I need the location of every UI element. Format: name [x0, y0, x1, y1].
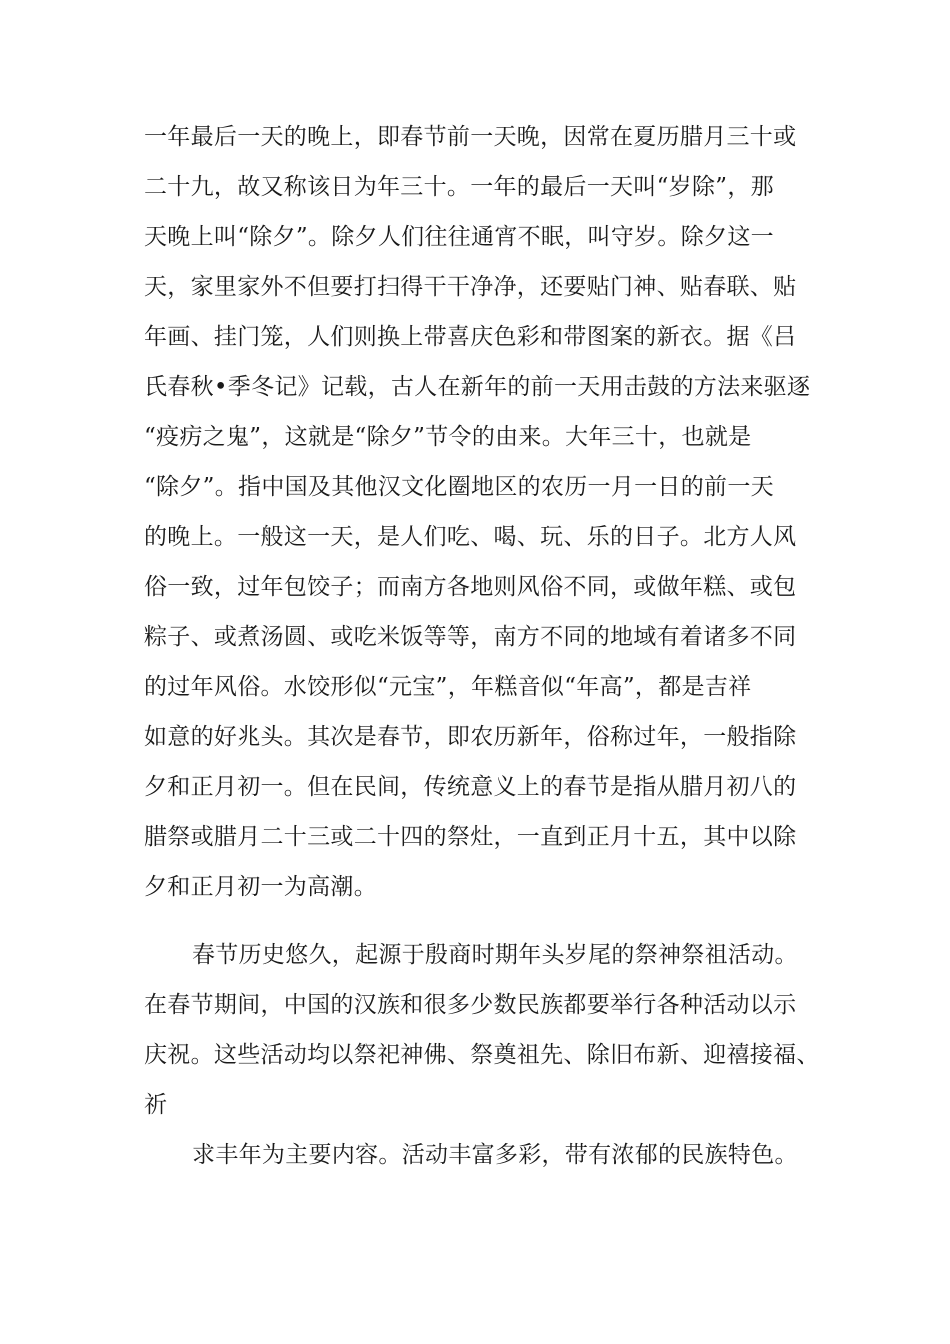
paragraph-1-line-3: 天晚上叫“除夕”。除夕人们往往通宵不眠，叫守岁。除夕这一 [144, 224, 774, 250]
paragraph-1-line-15: 腊祭或腊月二十三或二十四的祭灶，一直到正月十五，其中以除 [144, 824, 797, 850]
paragraph-1-line-14: 夕和正月初一。但在民间，传统意义上的春节是指从腊月初八的 [144, 774, 797, 800]
paragraph-2-line-2: 在春节期间，中国的汉族和很多少数民族都要举行各种活动以示 [144, 992, 797, 1018]
paragraph-1-line-10: 俗一致，过年包饺子；而南方各地则风俗不同，或做年糕、或包 [144, 574, 797, 600]
paragraph-1-line-2: 二十九，故又称该日为年三十。一年的最后一天叫“岁除”，那 [144, 174, 774, 200]
paragraph-1-line-1: 一年最后一天的晚上，即春节前一天晚，因常在夏历腊月三十或 [144, 124, 797, 150]
paragraph-2-line-1: 春节历史悠久，起源于殷商时期年头岁尾的祭神祭祖活动。 [192, 942, 798, 968]
paragraph-1-line-13: 如意的好兆头。其次是春节，即农历新年，俗称过年，一般指除 [144, 724, 797, 750]
paragraph-2-line-4: 祈 [144, 1092, 168, 1118]
paragraph-2-line-3: 庆祝。这些活动均以祭祀神佛、祭奠祖先、除旧布新、迎禧接福、 [144, 1042, 820, 1068]
paragraph-1-line-5: 年画、挂门笼，人们则换上带喜庆色彩和带图案的新衣。据《吕 [144, 324, 797, 350]
paragraph-1-line-16: 夕和正月初一为高潮。 [144, 874, 377, 900]
paragraph-1-line-8: “除夕”。指中国及其他汉文化圈地区的农历一月一日的前一天 [144, 474, 774, 500]
paragraph-1-line-6: 氏春秋•季冬记》记载，古人在新年的前一天用击鼓的方法来驱逐 [144, 374, 811, 400]
paragraph-1-line-4: 天，家里家外不但要打扫得干干净净，还要贴门神、贴春联、贴 [144, 274, 797, 300]
paragraph-1-line-7: “疫疠之鬼”，这就是“除夕”节令的由来。大年三十，也就是 [144, 424, 752, 450]
paragraph-1-line-12: 的过年风俗。水饺形似“元宝”，年糕音似“年高”，都是吉祥 [144, 674, 752, 700]
paragraph-3-line-1: 求丰年为主要内容。活动丰富多彩，带有浓郁的民族特色。 [192, 1142, 798, 1168]
paragraph-1-line-11: 粽子、或煮汤圆、或吃米饭等等，南方不同的地域有着诸多不同 [144, 624, 797, 650]
paragraph-1-line-9: 的晚上。一般这一天，是人们吃、喝、玩、乐的日子。北方人风 [144, 524, 797, 550]
